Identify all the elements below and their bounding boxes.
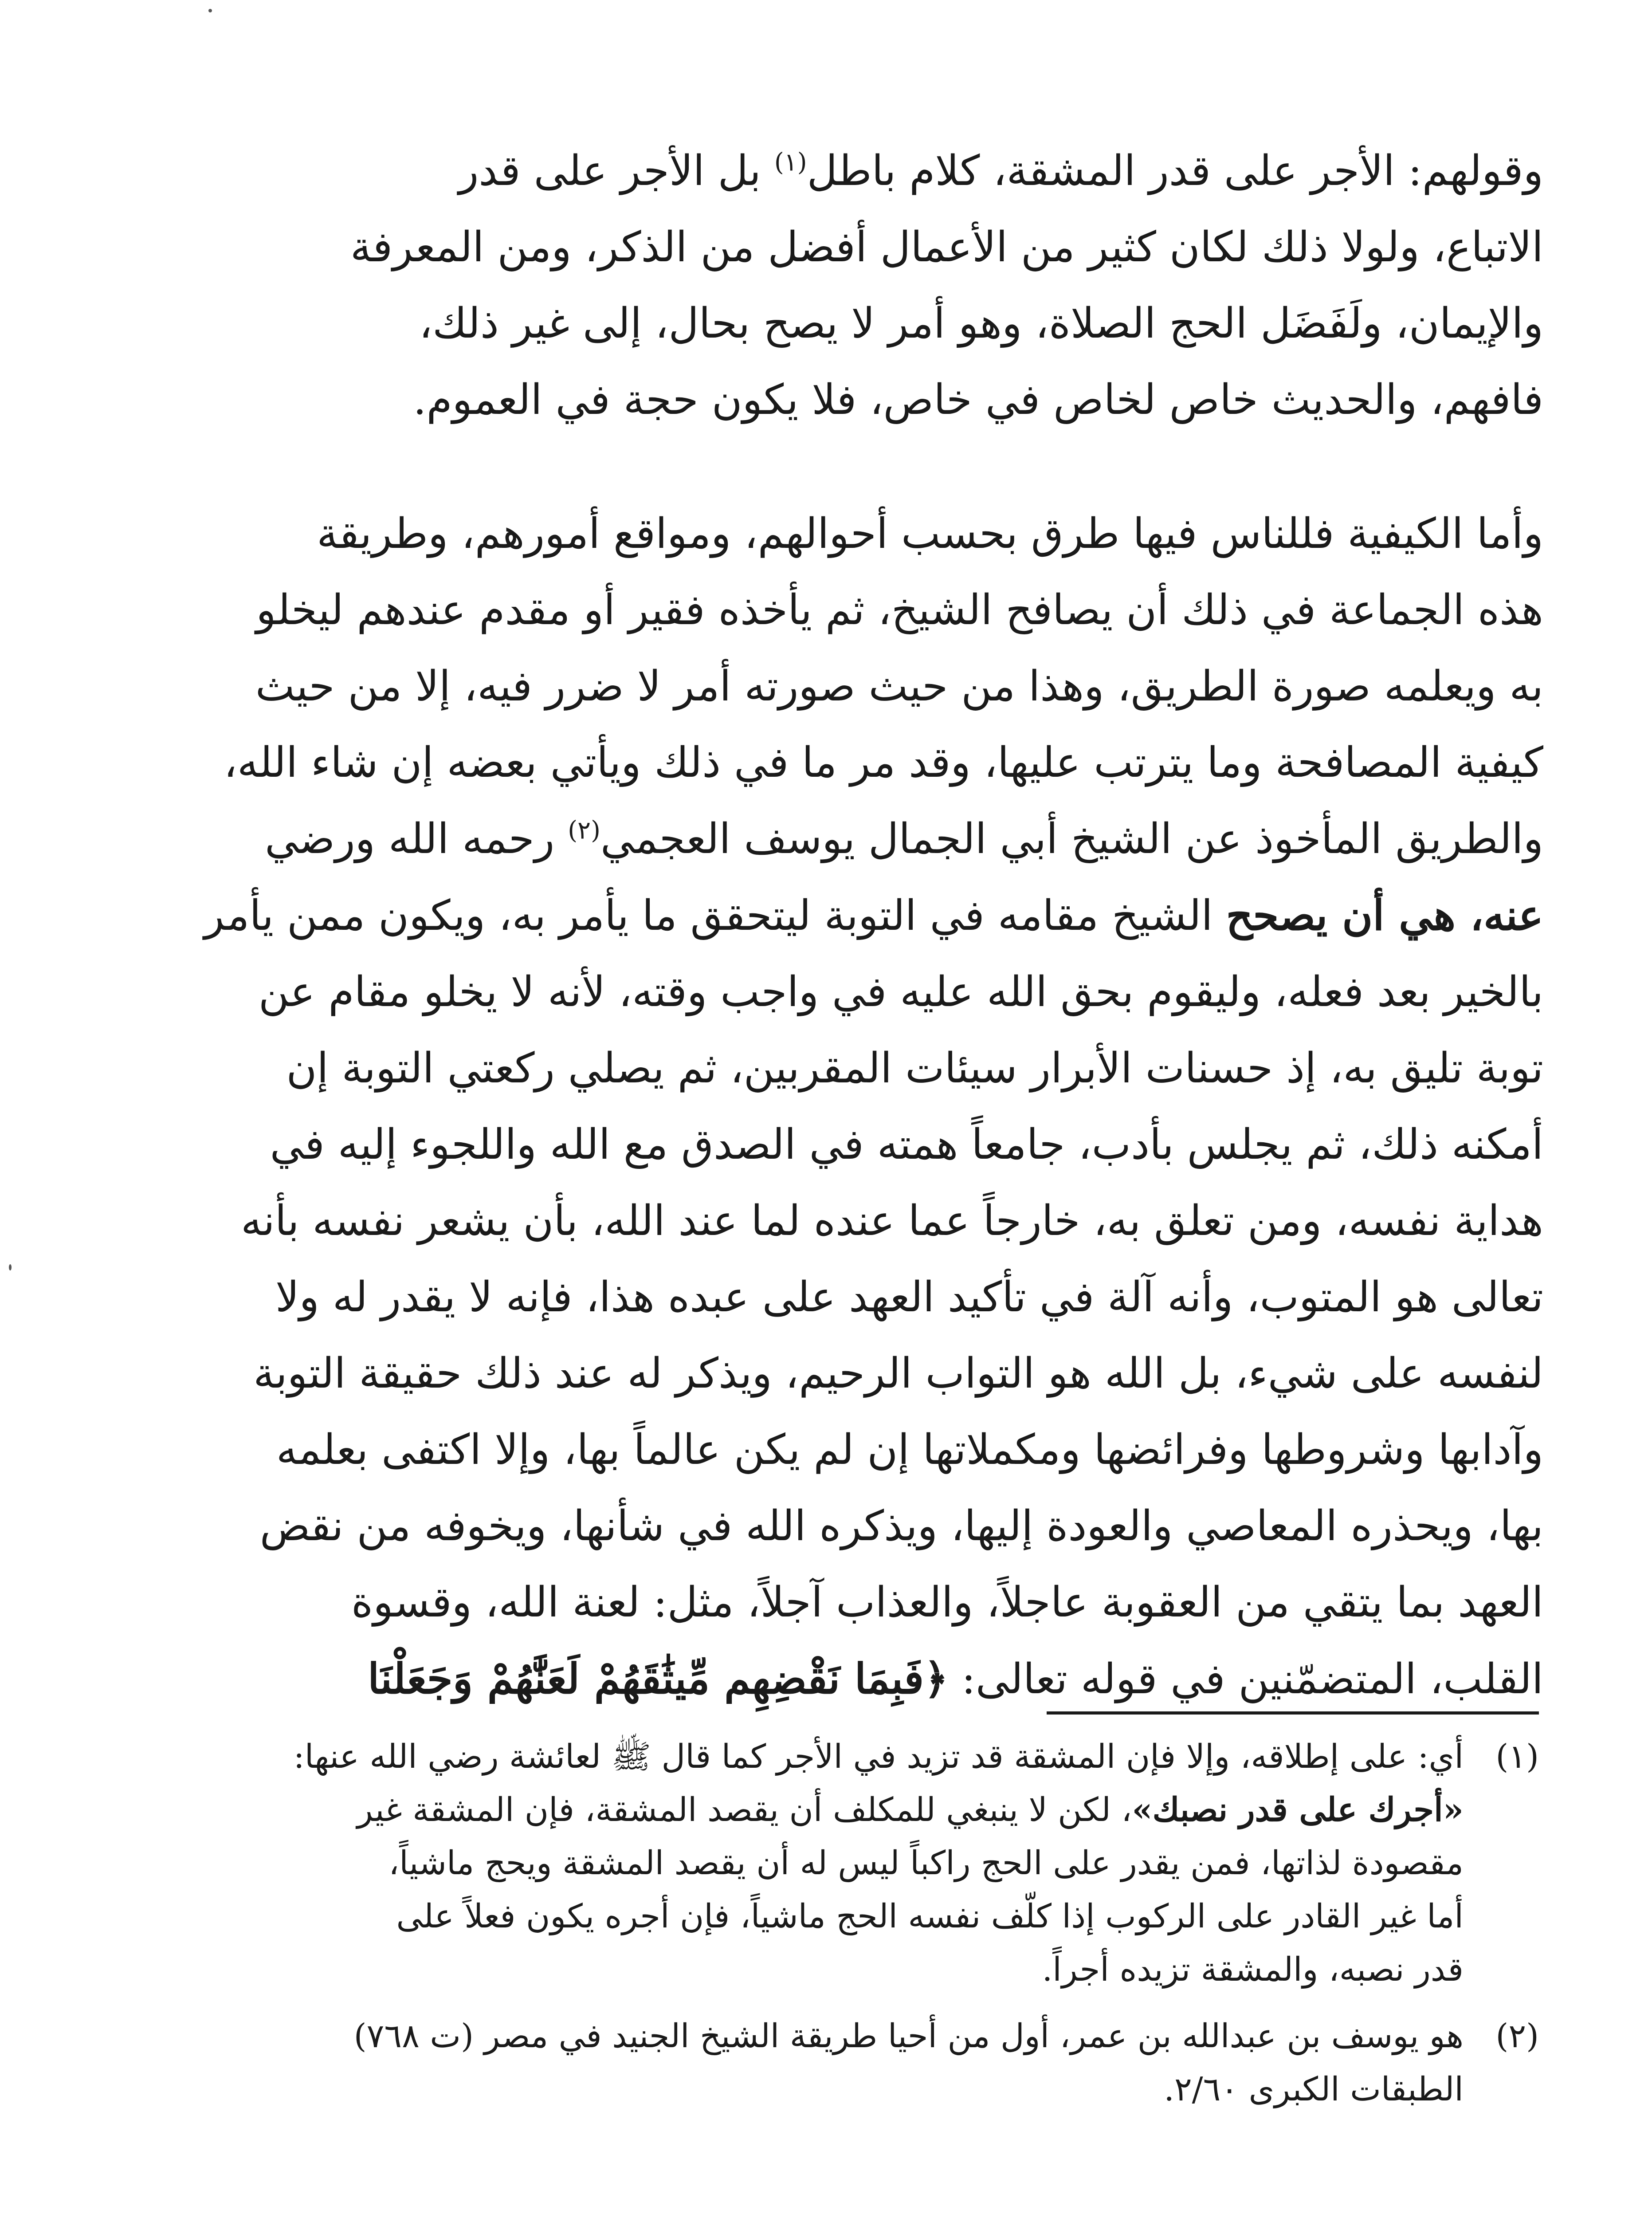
footnote-separator <box>1047 1711 1539 1715</box>
text-line: أمكنه ذلك، ثم يجلس بأدب، جامعاً همته في الصدق مع الله واللجوء إليه في <box>270 1121 1543 1169</box>
footnote-number: (١) <box>1495 1738 1539 1776</box>
text-segment: بل الأجر على قدر <box>459 147 774 195</box>
text-line: وآدابها وشروطها وفرائضها ومكملاتها إن لم يكن عالماً بها، وإلا اكتفى بعلمه <box>276 1426 1543 1474</box>
text-line: مقصودة لذاتها، فمن يقدر على الحج راكباً ليس له أن يقصد المشقة ويحج ماشياً، <box>388 1844 1464 1882</box>
footnote-1 <box>146 1730 1539 1996</box>
text-line: هداية نفسه، ومن تعلق به، خارجاً عما عنده لما عند الله، بأن يشعر نفسه بأنه <box>241 1197 1543 1245</box>
scan-speck <box>208 9 212 12</box>
paragraph-2 <box>169 496 1543 1718</box>
text-line: أما غير القادر على الركوب إذا كلّف نفسه الحج ماشياً، فإن أجره يكون فعلاً على <box>396 1897 1464 1935</box>
footnote-ref-2[interactable]: (٢) <box>568 816 600 845</box>
text-line: كيفية المصافحة وما يترتب عليها، وقد مر ما في ذلك ويأتي بعضه إن شاء الله، <box>224 739 1543 787</box>
text-line: الطبقات الكبرى ٢/٦٠. <box>1164 2070 1464 2108</box>
text-line: تعالى هو المتوب، وأنه آلة في تأكيد العهد على عبده هذا، فإنه لا يقدر له ولا <box>275 1273 1543 1321</box>
text-line: وأما الكيفية فللناس فيها طرق بحسب أحوالهم، ومواقع أمورهم، وطريقة <box>317 510 1543 558</box>
text-line: هذه الجماعة في ذلك أن يصافح الشيخ، ثم يأخذه فقير أو مقدم عندهم ليخلو <box>256 586 1543 634</box>
text-line: به ويعلمه صورة الطريق، وهذا من حيث صورته أمر لا ضرر فيه، إلا من حيث <box>255 662 1543 711</box>
text-line: لنفسه على شيء، بل الله هو التواب الرحيم، ويذكر له عند ذلك حقيقة التوبة <box>253 1349 1543 1398</box>
text-line: أي: على إطلاقه، وإلا فإن المشقة قد تزيد في الأجر كما قال ﷺ لعائشة رضي الله عنها: <box>293 1738 1464 1776</box>
scan-speck <box>9 1264 12 1270</box>
text-segment: والطريق المأخوذ عن الشيخ أبي الجمال يوسف العجمي <box>600 815 1543 863</box>
text-line: توبة تليق به، إذ حسنات الأبرار سيئات المقربين، ثم يصلي ركعتي التوبة إن <box>286 1044 1543 1093</box>
text-segment: الشيخ مقامه في التوبة ليتحقق ما يأمر به، ويكون ممن يأمر <box>204 892 1226 940</box>
text-line: بالخير بعد فعله، وليقوم بحق الله عليه في واجب وقته، لأنه لا يخلو مقام عن <box>258 968 1543 1016</box>
text-line <box>169 801 1543 877</box>
quran-verse: ﴿فَبِمَا نَقْضِهِم مِّيثَٰقَهُمْ لَعَنَّٰهُمْ وَجَعَلْنَا <box>368 1655 949 1703</box>
footnotes <box>146 1730 1539 2129</box>
paragraph-1 <box>169 133 1543 438</box>
text-segment: وقولهم: الأجر على قدر المشقة، كلام باطل <box>807 147 1543 195</box>
text-line <box>169 1641 1543 1718</box>
footnote-2 <box>146 2010 1539 2116</box>
text-segment: ، لكن لا ينبغي للمكلف أن يقصد المشقة، فإن المشقة غير <box>357 1791 1132 1829</box>
footnote-text <box>146 1730 1464 1996</box>
text-line: والإيمان، ولَفَضَل الحج الصلاة، وهو أمر لا يصح بحال، إلى غير ذلك، <box>419 299 1543 348</box>
text-line: الاتباع، ولولا ذلك لكان كثير من الأعمال أفضل من الذكر، ومن المعرفة <box>350 223 1543 271</box>
hadith-quote: «أجرك على قدر نصبك» <box>1132 1791 1464 1829</box>
text-line <box>169 877 1543 954</box>
text-line: العهد بما يتقي من العقوبة عاجلاً، والعذاب آجلاً، مثل: لعنة الله، وقسوة <box>351 1578 1543 1627</box>
footnote-number: (٢) <box>1495 2017 1539 2055</box>
text-line: بها، ويحذره المعاصي والعودة إليها، ويذكره الله في شأنها، ويخوفه من نقض <box>259 1502 1543 1550</box>
text-line <box>169 133 1543 209</box>
footnote-text <box>146 2010 1464 2116</box>
text-line: فافهم، والحديث خاص لخاص في خاص، فلا يكون حجة في العموم. <box>413 376 1543 424</box>
text-segment: القلب، المتضمّنين في قوله تعالى: <box>948 1655 1543 1703</box>
text-line: هو يوسف بن عبدالله بن عمر، أول من أحيا طريقة الشيخ الجنيد في مصر (ت ٧٦٨) <box>353 2017 1464 2055</box>
bold-text-segment: عنه، هي أن يصحح <box>1226 891 1543 940</box>
footnote-ref-1[interactable]: (١) <box>774 148 807 177</box>
text-line: قدر نصبه، والمشقة تزيده أجراً. <box>1042 1951 1464 1989</box>
text-segment: رحمه الله ورضي <box>265 815 568 863</box>
text-line <box>146 1783 1464 1837</box>
main-text <box>169 133 1543 1718</box>
